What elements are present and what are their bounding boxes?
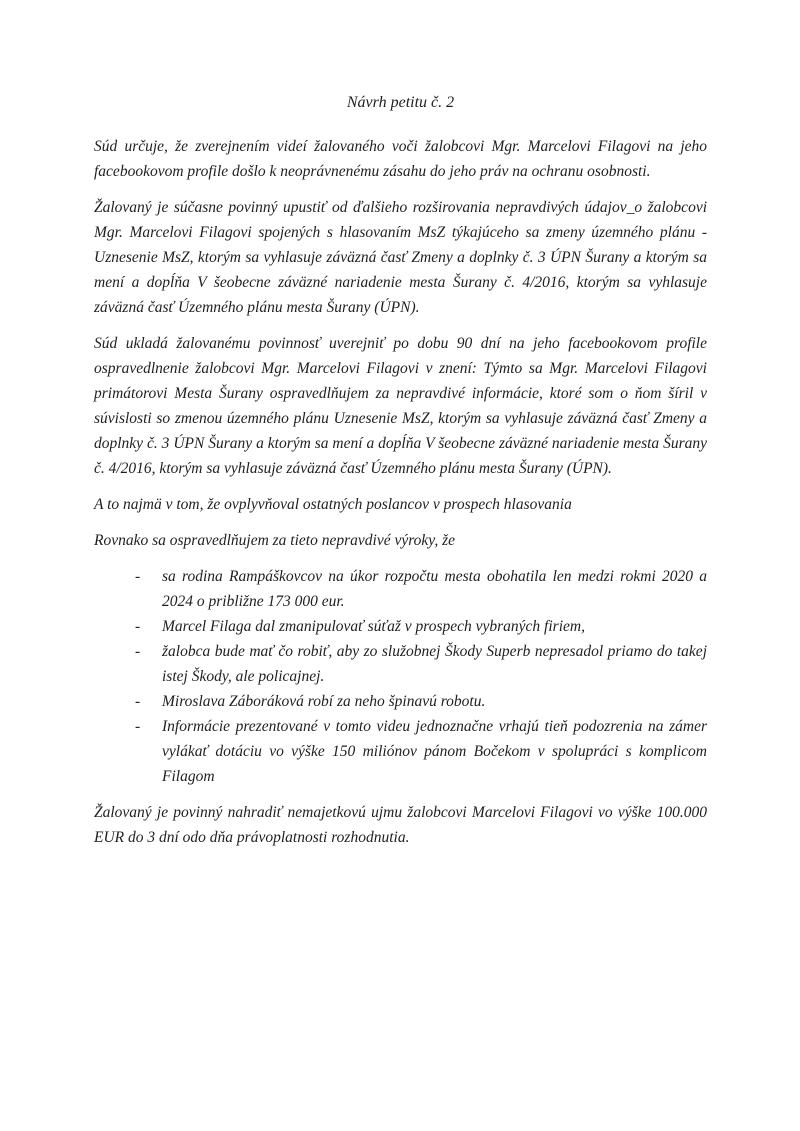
paragraph-influence-claim: A to najmä v tom, že ovplyvňoval ostatných poslancov v prospech hlasovania	[94, 496, 572, 513]
list-item-marker: -	[135, 618, 141, 635]
paragraph-court-ruling: Súd určuje, že zverejnením videí žalovaného voči žalobcovi Mgr. Marcelovi Filagovi na jeho facebookovom profile došlo k neoprávnenému zásahu do jeho práv na ochranu osobnosti.	[94, 138, 707, 180]
list-item	[94, 564, 707, 614]
paragraph-cease-spreading: Žalovaný je súčasne povinný upustiť od ďalšieho rozširovania nepravdivých údajov_o žalobcovi Mgr. Marcelovi Filagovi spojených s hlasovaním MsZ týkajúceho sa zmeny územného plánu - Uznesenie MsZ, ktorým sa vyhlasuje záväzná časť Zmeny a doplnky č. 3 ÚPN Šurany a ktorým sa mení a dopĺňa V šeobecne záväzné nariadenie mesta Šurany č. 4/2016, ktorým sa vyhlasuje záväzná časť Územného plánu mesta Šurany (ÚPN).	[94, 199, 707, 316]
false-statements-list	[94, 564, 707, 789]
list-item	[94, 639, 707, 689]
list-item	[94, 614, 707, 639]
list-item-marker: -	[135, 568, 141, 585]
paragraph-apology-intro: Rovnako sa ospravedlňujem za tieto nepravdivé výroky, že	[94, 532, 455, 549]
closing-paragraph: Žalovaný je povinný nahradiť nemajetkovú ujmu žalobcovi Marcelovi Filagovi vo výške 100.000 EUR do 3 dní odo dňa právoplatnosti rozhodnutia.	[94, 804, 707, 846]
list-item-text: sa rodina Rampáškovcov na úkor rozpočtu mesta obohatila len medzi rokmi 2020 a 2024 o približne 173 000 eur.	[162, 568, 707, 610]
list-item-text: Miroslava Záboráková robí za neho špinavú robotu.	[162, 693, 486, 710]
list-item	[94, 714, 707, 789]
paragraph-apology-order: Súd ukladá žalovanému povinnosť uverejniť po dobu 90 dní na jeho facebookovom profile ospravedlnenie žalobcovi Mgr. Marcelovi Filagovi v znení: Týmto sa Mgr. Marcelovi Filagovi primátorovi Mesta Šurany ospravedlňujem za nepravdivé informácie, ktoré som o ňom šíril v súvislosti so zmenou územného plánu Uznesenie MsZ, ktorým sa vyhlasuje záväzná časť Zmeny a doplnky č. 3 ÚPN Šurany a ktorým sa mení a dopĺňa V šeobecne záväzné nariadenie mesta Šurany č. 4/2016, ktorým sa vyhlasuje záväzná časť Územného plánu mesta Šurany (ÚPN).	[94, 335, 707, 477]
list-item-marker: -	[135, 718, 141, 735]
list-item-marker: -	[135, 693, 141, 710]
list-item	[94, 689, 707, 714]
list-item-text: Marcel Filaga dal zmanipulovať súťaž v prospech vybraných firiem,	[162, 618, 585, 635]
document-title: Návrh petitu č. 2	[346, 94, 455, 111]
list-item-text: Informácie prezentované v tomto videu jednoznačne vrhajú tieň podozrenia na zámer vylákať dotáciu vo výške 150 miliónov pánom Bočekom v spolupráci s komplicom Filagom	[162, 718, 707, 785]
list-item-marker: -	[135, 643, 141, 660]
list-item-text: žalobca bude mať čo robiť, aby zo služobnej Škody Superb nepresadol priamo do takej istej Škody, ale policajnej.	[162, 643, 707, 685]
